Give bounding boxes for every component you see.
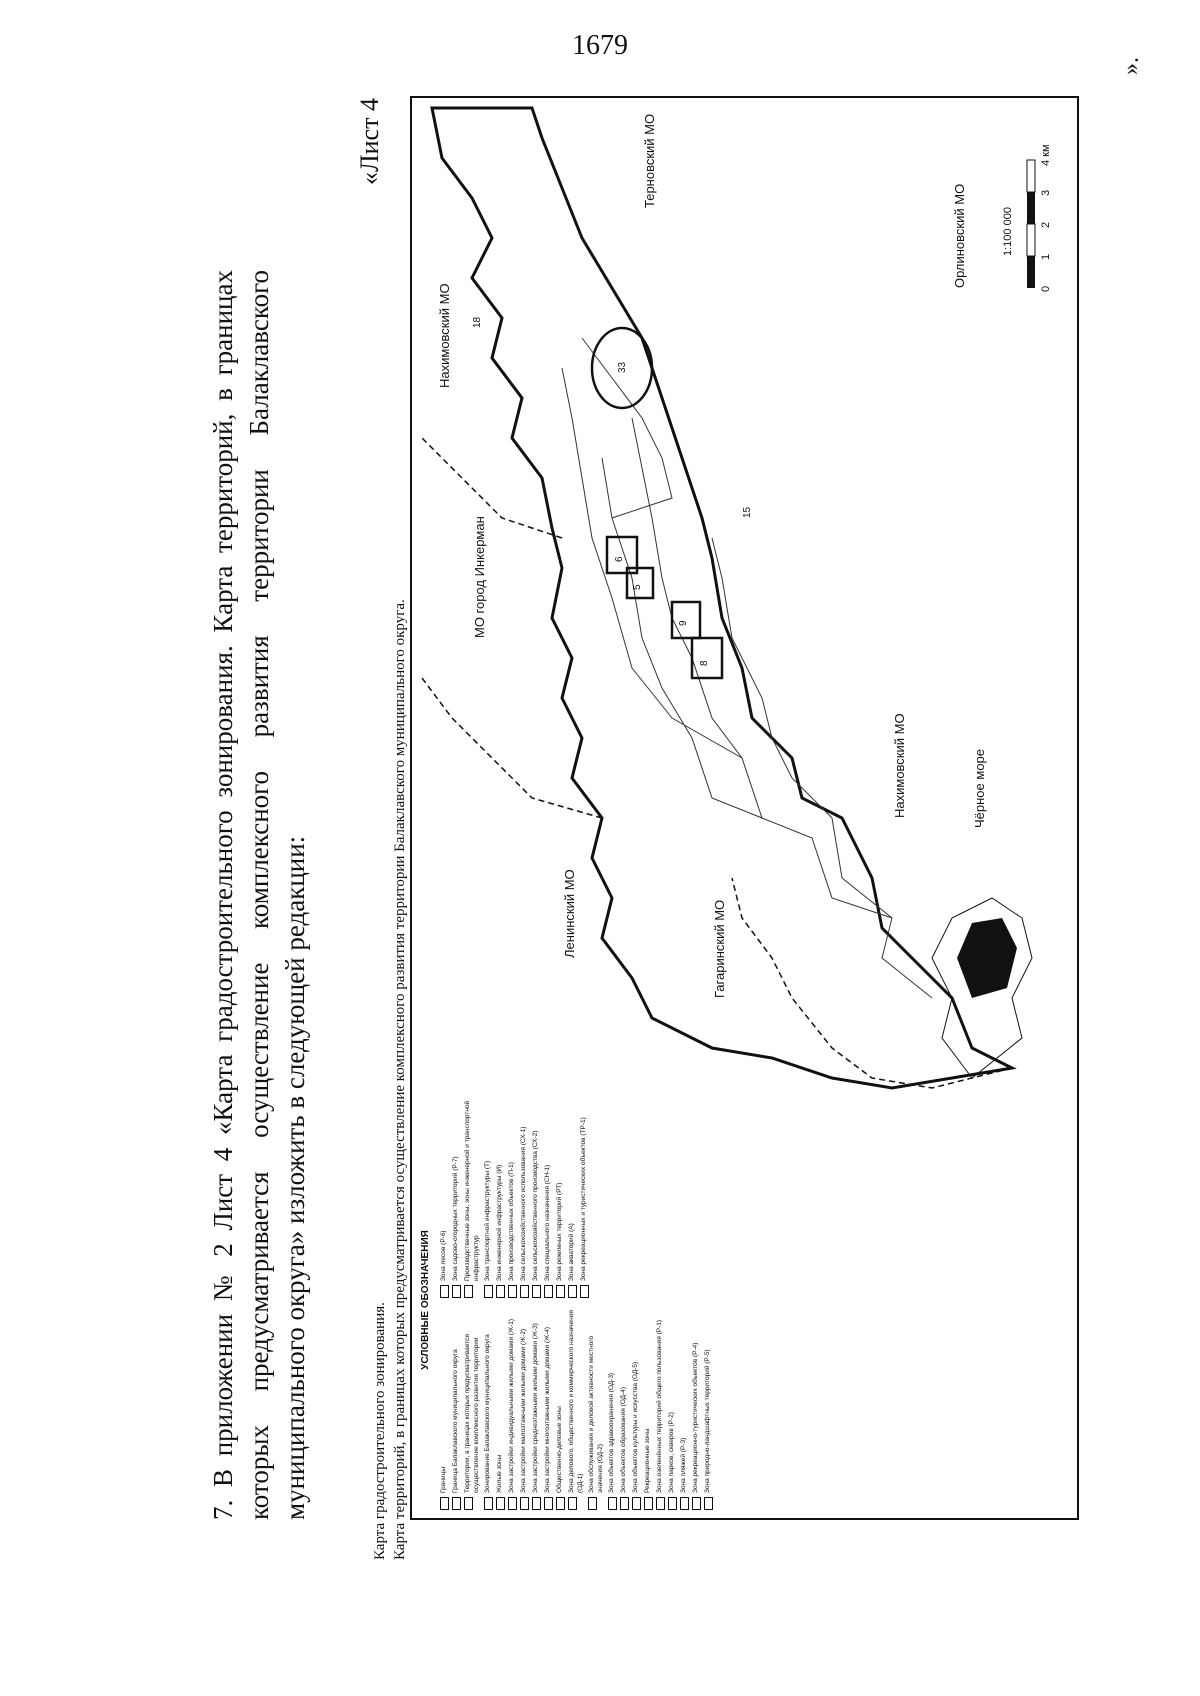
label-gagarinsky: Гагаринский МО (712, 899, 727, 998)
legend-swatch (580, 1285, 589, 1298)
legend-label: Зона застройки многоэтажными жилыми домами (Ж-4) (544, 1326, 551, 1493)
legend-item (588, 1310, 605, 1510)
legend-label: Зона транспортной инфраструктуры (Т) (484, 1160, 491, 1281)
legend-label: Зона садово-огородных территорий (Р-7) (452, 1156, 459, 1281)
legend-swatch (452, 1497, 461, 1510)
label-leninsky: Ленинский МО (562, 869, 577, 958)
legend-item (496, 1310, 505, 1510)
legend-item (620, 1310, 629, 1510)
legend-swatch (556, 1497, 565, 1510)
sheet-label: «Лист 4 (355, 98, 384, 185)
legend-label: Зона режимных территорий (РТ) (556, 1182, 563, 1281)
legend-item (508, 1310, 517, 1510)
legend-label: Жилые зоны (496, 1454, 503, 1493)
legend-column-1 (440, 1310, 716, 1510)
label-inkerman: МО город Инкерман (472, 516, 487, 638)
legend-swatch (568, 1497, 577, 1510)
legend-label: Зона объектов здравоохранения (ОД-3) (608, 1372, 615, 1493)
legend-item (484, 1310, 493, 1510)
legend-label: Зона специального назначения (СН-1) (544, 1164, 551, 1281)
legend-swatch (556, 1285, 565, 1298)
legend-label: Производственные зоны, зоны инженерной и транспортной инфраструктур (464, 1100, 480, 1281)
legend-title: УСЛОВНЫЕ ОБОЗНАЧЕНИЯ (420, 1230, 431, 1370)
legend-label: Зона озеленённых территорий общего пользования (Р-1) (656, 1319, 663, 1493)
legend-swatch (484, 1285, 493, 1298)
legend-swatch (464, 1497, 473, 1510)
legend-swatch (508, 1285, 517, 1298)
legend-item (532, 1310, 541, 1510)
legend-item (644, 1310, 653, 1510)
legend-swatch (544, 1285, 553, 1298)
legend-label: Зона инженерной инфраструктуры (И) (496, 1164, 503, 1281)
legend-label: Зона сельскохозяйственного использования (СХ-1) (520, 1126, 527, 1281)
zone-number-33: 33 (617, 361, 628, 373)
legend-label: Зона лесов (Р-6) (440, 1230, 447, 1281)
legend-swatch (452, 1285, 461, 1298)
legend-swatch (568, 1285, 577, 1298)
legend-label: Граница Балаклавского муниципального округа (452, 1349, 459, 1493)
legend-label: Общественно-деловые зоны (556, 1406, 563, 1493)
map-caption-title: Карта градостроительного зонирования. (372, 1302, 388, 1560)
legend-label: Зона объектов культуры и искусства (ОД-5) (632, 1361, 639, 1493)
legend-label: Зона застройки малоэтажными жилыми домами (Ж-2) (520, 1328, 527, 1493)
legend-label: Рекреационные зоны (644, 1428, 651, 1493)
legend-swatch (656, 1497, 665, 1510)
scale-bar-seg-2 (1027, 224, 1035, 256)
legend-item (544, 1098, 553, 1298)
legend-item (464, 1310, 481, 1510)
scale-bar-seg-3 (1027, 192, 1035, 224)
legend-item (580, 1098, 589, 1298)
label-nakhimovsky-2: Нахимовский МО (437, 283, 452, 388)
amendment-paragraph: 7. В приложении № 2 Лист 4 «Карта градостроительного зонирования. Карта территорий, в границах которых предусматривается осуществление комплексного развития территории Балаклавского муниципального округа» изложить в следующей редакции: (208, 270, 310, 1520)
legend-swatch (520, 1285, 529, 1298)
legend-column-2 (440, 1098, 592, 1298)
legend-swatch (632, 1497, 641, 1510)
zone-number-9: 9 (678, 620, 689, 626)
scale-bar-seg-4 (1027, 160, 1035, 192)
legend-item (464, 1098, 481, 1298)
legend-item (632, 1310, 641, 1510)
label-orlinovsky: Орлиновский МО (952, 183, 967, 288)
scale-tick-4: 4 км (1040, 144, 1052, 166)
page-number: 1679 (572, 30, 628, 61)
locator-map-highlight (957, 918, 1017, 998)
legend-item (556, 1098, 565, 1298)
legend-item (484, 1098, 493, 1298)
scale-bar-seg-1 (1027, 256, 1035, 288)
legend-item (520, 1098, 529, 1298)
zone-number-18: 18 (472, 316, 483, 328)
label-black-sea: Чёрное море (972, 748, 987, 828)
zone-number-5: 5 (632, 584, 643, 590)
legend-swatch (544, 1497, 553, 1510)
legend-item (440, 1098, 449, 1298)
legend-swatch (496, 1497, 505, 1510)
legend-item (568, 1310, 585, 1510)
zone-number-15: 15 (742, 506, 753, 518)
closing-quote: ». (1118, 57, 1144, 75)
legend-swatch (440, 1497, 449, 1510)
legend-label: Зона акваторий (А) (568, 1223, 575, 1281)
legend-label: Зона делового, общественного и коммерческого назначения (ОД-1) (568, 1310, 584, 1493)
scale-tick-1: 1 (1040, 253, 1052, 260)
legend-label: Зона пляжей (Р-3) (680, 1437, 687, 1493)
label-nakhimovsky-1: Нахимовский МО (892, 713, 907, 818)
legend-swatch (508, 1497, 517, 1510)
legend-swatch (520, 1497, 529, 1510)
legend-item (508, 1098, 517, 1298)
legend-item (568, 1098, 577, 1298)
legend-label: Зонирование Балаклавского муниципального округа (484, 1334, 491, 1493)
legend-swatch (680, 1497, 689, 1510)
legend-item (440, 1310, 449, 1510)
label-ternovsky: Терновский МО (642, 113, 657, 208)
neighbour-boundary-2 (422, 678, 602, 818)
map-caption-subtitle: Карта территорий, в границах которых предусматривается осуществление комплексного развития территории Балаклавского муниципального округа. (392, 599, 408, 1560)
legend-swatch (440, 1285, 449, 1298)
legend-swatch (608, 1497, 617, 1510)
legend-swatch (668, 1497, 677, 1510)
legend-swatch (496, 1285, 505, 1298)
legend-item (704, 1310, 713, 1510)
legend-item (452, 1310, 461, 1510)
legend-item (496, 1098, 505, 1298)
neighbour-boundary-3 (422, 438, 562, 538)
legend-label: Зона обслуживания и деловой активности местного значения (ОД-2) (588, 1335, 604, 1493)
legend-swatch (644, 1497, 653, 1510)
legend-label: Границы (440, 1467, 447, 1493)
legend-swatch (532, 1285, 541, 1298)
legend-item (668, 1310, 677, 1510)
legend-label: Зона объектов образования (ОД-4) (620, 1386, 627, 1493)
zone-number-6: 6 (614, 556, 625, 562)
rotated-content (0, 50, 1200, 1650)
legend-swatch (704, 1497, 713, 1510)
legend-swatch (588, 1497, 597, 1510)
legend-swatch (532, 1497, 541, 1510)
zoning-map (410, 96, 1079, 1520)
legend-item (692, 1310, 701, 1510)
legend-label: Зона застройки среднеэтажными жилыми домами (Ж-3) (532, 1323, 539, 1493)
legend-swatch (464, 1285, 473, 1298)
legend-item (452, 1098, 461, 1298)
legend-item (544, 1310, 553, 1510)
legend-item (532, 1098, 541, 1298)
legend-item (556, 1310, 565, 1510)
legend-label: Зона рекреационных и туристических объектов (ТР-1) (580, 1117, 587, 1281)
legend-swatch (620, 1497, 629, 1510)
legend-label: Зона природно-ландшафтных территорий (Р-5) (704, 1349, 711, 1493)
map-legend (420, 1090, 1070, 1510)
zone-number-8: 8 (699, 660, 710, 666)
scale-ratio: 1:100 000 (1002, 207, 1014, 256)
scale-tick-2: 2 (1040, 221, 1052, 228)
legend-item (680, 1310, 689, 1510)
legend-label: Территории, в границах которых предусматривается осуществление комплексного развития территории (464, 1334, 480, 1493)
legend-label: Зона производственных объектов (П-1) (508, 1162, 515, 1281)
legend-swatch (692, 1497, 701, 1510)
legend-label: Зона рекреационно-туристических объектов (Р-4) (692, 1342, 699, 1493)
legend-label: Зона застройки индивидуальными жилыми домами (Ж-1) (508, 1318, 515, 1493)
legend-item (520, 1310, 529, 1510)
legend-label: Зона парков, скверов (Р-2) (668, 1412, 675, 1493)
legend-item (656, 1310, 665, 1510)
legend-label: Зона сельскохозяйственного производства (СХ-2) (532, 1130, 539, 1281)
scale-tick-3: 3 (1040, 189, 1052, 196)
legend-swatch (484, 1497, 493, 1510)
scale-tick-0: 0 (1040, 285, 1052, 292)
legend-item (608, 1310, 617, 1510)
